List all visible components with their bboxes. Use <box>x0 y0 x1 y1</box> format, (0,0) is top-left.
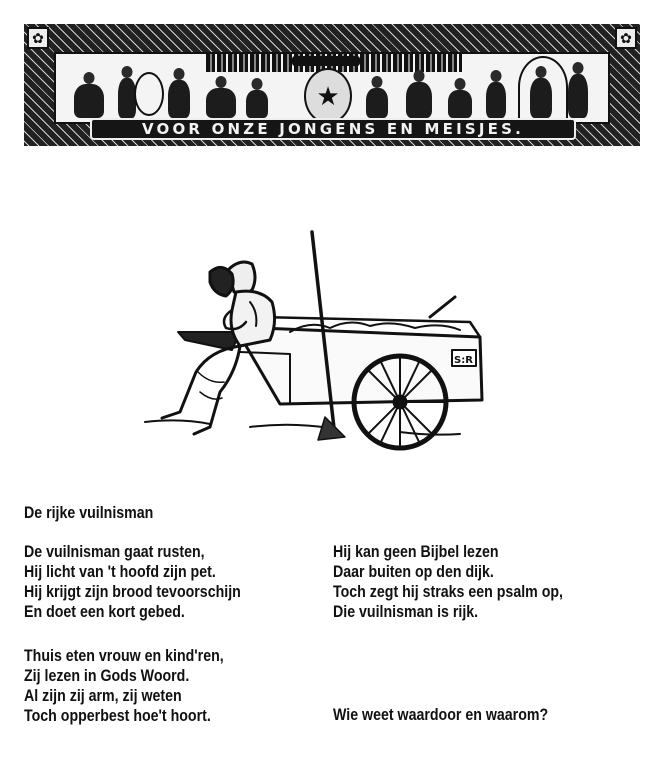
child-figure <box>366 88 388 118</box>
girl-jumping-figure <box>530 78 552 118</box>
children-playing-scene <box>54 52 610 124</box>
stanza-1 <box>24 542 241 622</box>
child-figure <box>168 80 190 118</box>
stanza-3 <box>24 646 224 726</box>
poem-line: Toch zegt hij straks een psalm op, <box>333 583 563 601</box>
star-icon: ★ <box>304 68 352 124</box>
poem-line: Die vuilnisman is rijk. <box>333 603 479 621</box>
poem-line: Hij kan geen Bijbel lezen <box>333 543 499 561</box>
flower-ornament-icon: ✿ <box>27 27 49 49</box>
poem-line: Daar buiten op den dijk. <box>333 563 494 581</box>
child-figure <box>206 88 236 118</box>
poem-title: De rijke vuilnisman <box>24 504 154 522</box>
poem-line: Hij krijgt zijn brood tevoorschijn <box>24 583 241 601</box>
stanza-2 <box>333 542 563 622</box>
cart-plate-text: S:R <box>454 355 473 366</box>
girl-figure <box>406 82 432 118</box>
banner-title: VOOR ONZE JONGENS EN MEISJES. <box>90 118 576 140</box>
poem-line: En doet een kort gebed. <box>24 603 185 621</box>
poem-line: Zij lezen in Gods Woord. <box>24 667 190 685</box>
poem-line: Toch opperbest hoe't hoort. <box>24 707 211 725</box>
poem-line: Thuis eten vrouw en kind'ren, <box>24 647 224 665</box>
poem-line: De vuilnisman gaat rusten, <box>24 543 205 561</box>
garbage-collector-illustration <box>140 222 492 456</box>
closing-line: Wie weet waardoor en waarom? <box>333 706 549 724</box>
hoop-icon <box>134 72 164 116</box>
flower-ornament-icon: ✿ <box>615 27 637 49</box>
header-banner <box>24 24 640 146</box>
poem-line: Hij licht van 't hoofd zijn pet. <box>24 563 216 581</box>
boy-kicking-figure <box>74 84 104 118</box>
girl-figure <box>448 90 472 118</box>
child-figure <box>246 90 268 118</box>
girl-figure <box>568 74 588 118</box>
medallion-ribbon <box>292 56 360 66</box>
poem-line: Al zijn zij arm, zij weten <box>24 687 182 705</box>
girl-figure <box>486 82 506 118</box>
